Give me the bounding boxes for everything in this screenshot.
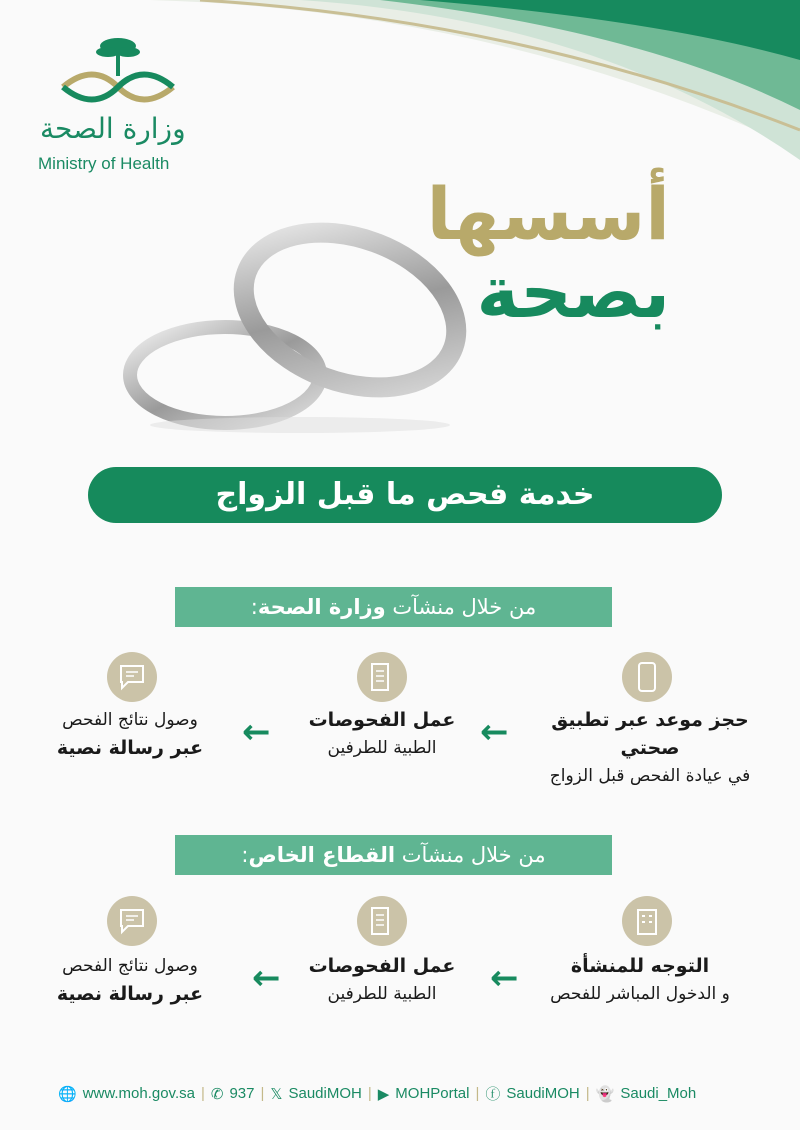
wedding-rings-image [120,210,480,440]
medical-report-icon [357,896,407,946]
phone-icon [622,652,672,702]
chat-message-icon [107,652,157,702]
globe-icon: 🌐 [58,1085,77,1103]
step-results-sms: وصول نتائج الفحص عبر رسالة نصية [56,710,204,759]
service-banner: خدمة فحص ما قبل الزواج [88,467,722,523]
section-header-moh: من خلال منشآت وزارة الصحة: [175,587,612,627]
x-handle[interactable]: SaudiMOH [288,1085,362,1102]
facebook-icon: ⓕ [485,1086,501,1103]
arrow-left-icon: ← [242,712,271,752]
x-icon: 𝕏 [270,1085,283,1103]
step-results-sms: وصول نتائج الفحص عبر رسالة نصية [56,956,204,1005]
moh-logo-emblem [58,32,178,112]
step-visit-facility: التوجه للمنشأة و الدخول المباشر للفحص [550,955,730,1004]
step-medical-tests: عمل الفحوصات الطبية للطرفين [308,955,456,1004]
step-medical-tests: عمل الفحوصات الطبية للطرفين [308,709,456,758]
snapchat-handle[interactable]: Saudi_Moh [620,1085,697,1102]
footer-contacts: 🌐 www.moh.gov.sa | ✆ 937 | 𝕏 SaudiMOH | ▶ MOHPortal | ⓕ SaudiMOH | 👻 Saudi_Moh [58,1085,697,1103]
snapchat-icon: 👻 [595,1085,615,1103]
title-line-2: بصحة [476,250,670,334]
youtube-icon: ▶ [377,1085,390,1103]
website-link[interactable]: www.moh.gov.sa [82,1085,195,1102]
title-line-1: أسسها [426,172,670,256]
building-icon [622,896,672,946]
phone-icon: ✆ [210,1085,224,1103]
arrow-left-icon: ← [252,958,281,998]
phone-number[interactable]: 937 [229,1085,255,1102]
medical-report-icon [357,652,407,702]
section-header-private: من خلال منشآت القطاع الخاص: [175,835,612,875]
facebook-handle[interactable]: SaudiMOH [506,1085,580,1102]
arrow-left-icon: ← [490,958,519,998]
youtube-handle[interactable]: MOHPortal [395,1085,470,1102]
chat-message-icon [107,896,157,946]
step-book-appointment: حجز موعد عبر تطبيق صحتي في عيادة الفحص قبل الزواج [549,709,751,786]
arrow-left-icon: ← [480,712,509,752]
logo-arabic-text: وزارة الصحة [40,112,186,145]
logo-english-text: Ministry of Health [38,154,170,173]
